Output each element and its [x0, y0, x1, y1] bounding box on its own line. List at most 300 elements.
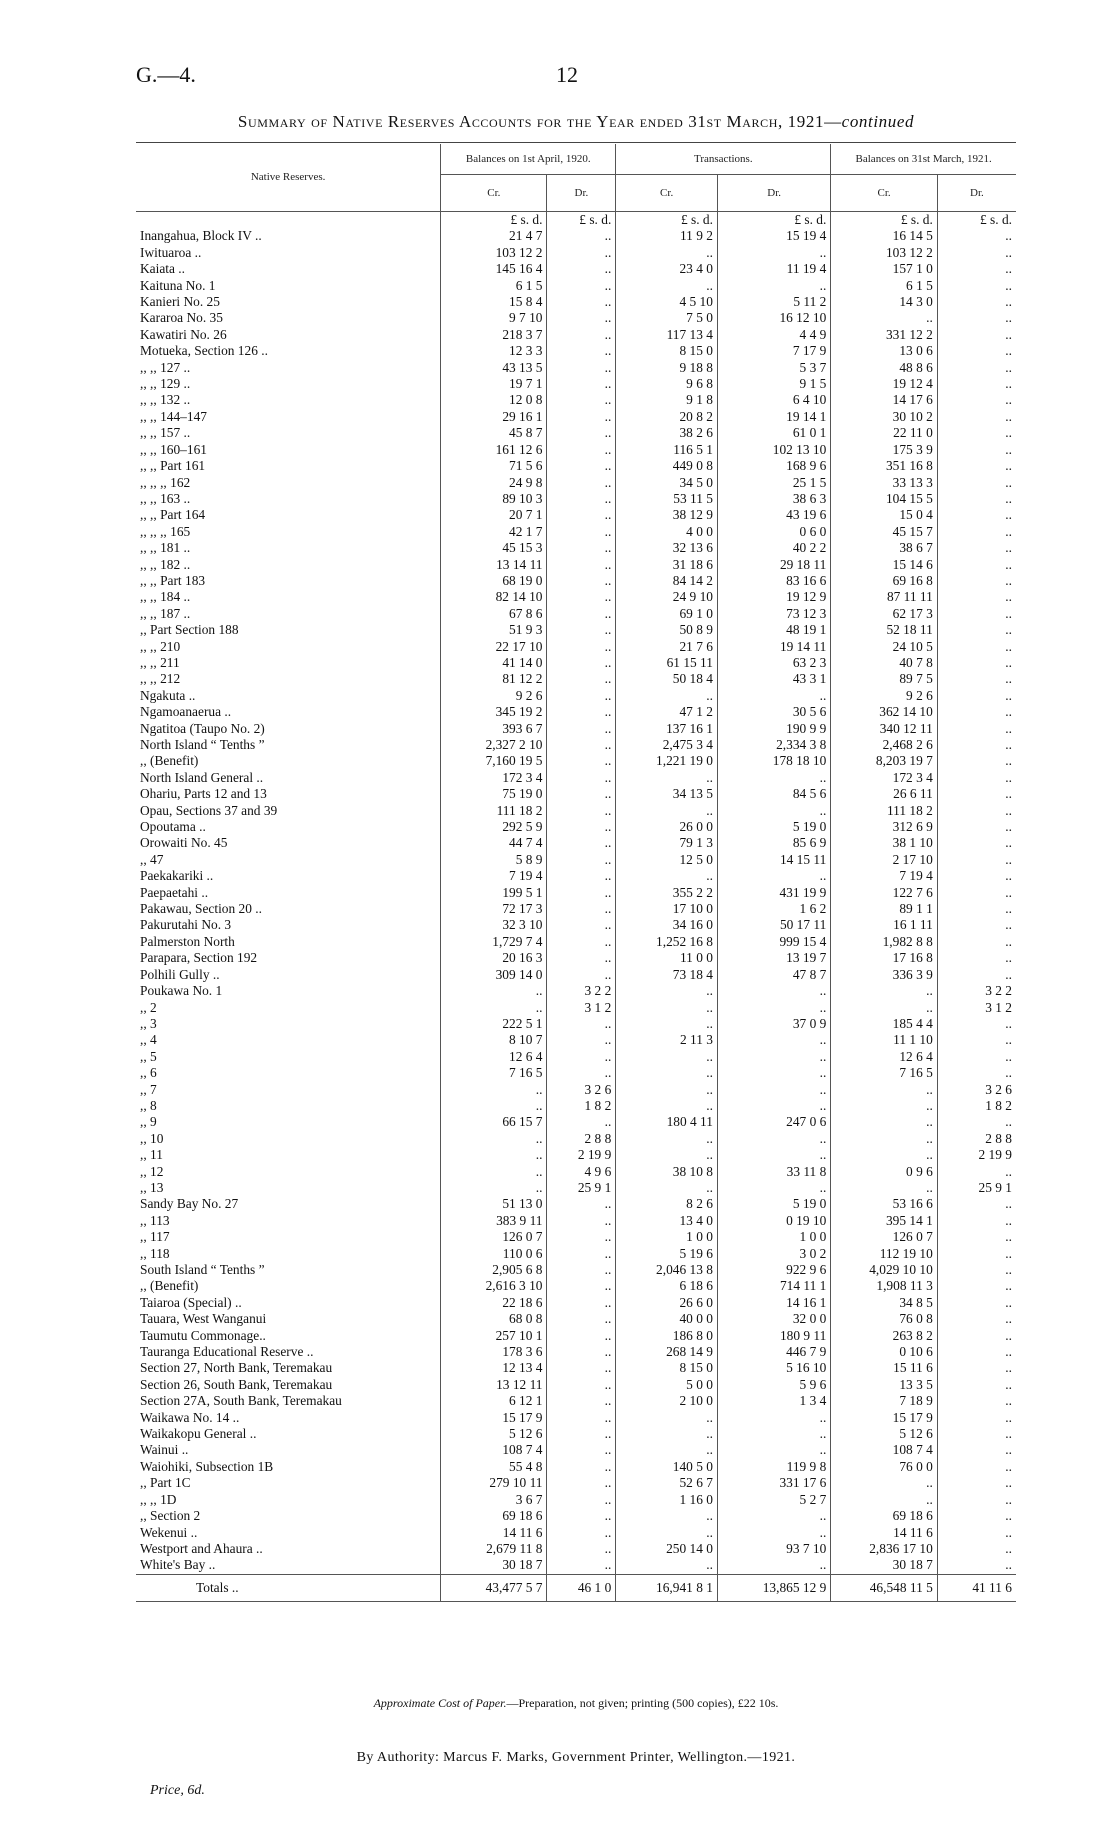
amount-cell: ..: [547, 524, 616, 540]
amount-cell: 2 17 10: [831, 852, 938, 868]
document-reference: G.—4.: [136, 62, 196, 87]
amount-cell: ..: [937, 753, 1016, 769]
amount-cell: 23 4 0: [616, 261, 718, 277]
amount-cell: ..: [547, 1557, 616, 1574]
table-row: [136, 704, 1016, 720]
amount-cell: 79 1 3: [616, 835, 718, 851]
reserve-name: ,, 8: [140, 1097, 157, 1113]
amount-cell: ..: [831, 1082, 938, 1098]
amount-cell: 30 5 6: [717, 704, 830, 720]
amount-cell: 1 8 2: [547, 1098, 616, 1114]
reserve-name: ,, 5: [140, 1048, 157, 1064]
amount-cell: 345 19 2: [441, 704, 547, 720]
amount-cell: ..: [937, 868, 1016, 884]
amount-cell: 5 12 6: [831, 1426, 938, 1442]
amount-cell: 3 1 2: [937, 1000, 1016, 1016]
amount-cell: ..: [441, 1082, 547, 1098]
reserve-name: ,, ,, 1D: [140, 1491, 177, 1507]
reserve-name: Kaiata ..: [140, 261, 185, 277]
amount-cell: ..: [441, 1000, 547, 1016]
amount-cell: 2,616 3 10: [441, 1278, 547, 1294]
amount-cell: 180 9 11: [717, 1328, 830, 1344]
amount-cell: 2,905 6 8: [441, 1262, 547, 1278]
table-row: [136, 1442, 1016, 1458]
amount-cell: 34 13 5: [616, 786, 718, 802]
title-continued: continued: [841, 112, 915, 131]
reserve-name: ,, ,, 160–161: [140, 441, 207, 457]
amount-cell: ..: [831, 1114, 938, 1130]
amount-cell: 22 18 6: [441, 1295, 547, 1311]
total-cell: 46,548 11 5: [831, 1574, 938, 1601]
amount-cell: ..: [547, 655, 616, 671]
amount-cell: 309 14 0: [441, 967, 547, 983]
table-row: [136, 934, 1016, 950]
units-cell: £ s. d.: [616, 212, 718, 229]
amount-cell: ..: [547, 1049, 616, 1065]
amount-cell: ..: [937, 294, 1016, 310]
amount-cell: ..: [937, 917, 1016, 933]
reserve-name: Taumutu Commonage..: [140, 1327, 266, 1343]
table-row: [136, 425, 1016, 441]
amount-cell: 5 19 6: [616, 1246, 718, 1262]
amount-cell: ..: [831, 1000, 938, 1016]
amount-cell: 431 19 9: [717, 885, 830, 901]
reserve-name: ,, ,, 163 ..: [140, 490, 191, 506]
amount-cell: ..: [717, 803, 830, 819]
col-header-reserves: Native Reserves.: [136, 144, 441, 212]
units-cell: £ s. d.: [717, 212, 830, 229]
amount-cell: ..: [547, 622, 616, 638]
table-row: [136, 753, 1016, 769]
amount-cell: ..: [547, 1393, 616, 1409]
amount-cell: ..: [547, 1508, 616, 1524]
amount-cell: ..: [547, 868, 616, 884]
amount-cell: ..: [547, 852, 616, 868]
amount-cell: 25 9 1: [547, 1180, 616, 1196]
amount-cell: ..: [937, 310, 1016, 326]
table-row: [136, 1393, 1016, 1409]
reserve-name: Wainui ..: [140, 1442, 189, 1458]
reserve-name: ,, ,, 211: [140, 654, 180, 670]
amount-cell: 111 18 2: [441, 803, 547, 819]
amount-cell: 4 5 10: [616, 294, 718, 310]
amount-cell: 7 5 0: [616, 310, 718, 326]
amount-cell: 180 4 11: [616, 1114, 718, 1130]
reserve-name: Waikakopu General ..: [140, 1426, 257, 1442]
col-header-cr-trans: Cr.: [616, 175, 718, 212]
amount-cell: 5 19 0: [717, 819, 830, 835]
title-main: Summary of Native Reserves Accounts for the Year ended 31st March, 1921—: [237, 112, 842, 131]
reserve-name: ,, 4: [140, 1032, 157, 1048]
amount-cell: 76 0 0: [831, 1459, 938, 1475]
amount-cell: ..: [937, 1360, 1016, 1376]
table-row: [136, 868, 1016, 884]
amount-cell: ..: [547, 1295, 616, 1311]
amount-cell: 3 2 2: [547, 983, 616, 999]
table-row: [136, 1000, 1016, 1016]
amount-cell: 40 7 8: [831, 655, 938, 671]
amount-cell: 5 19 0: [717, 1196, 830, 1212]
amount-cell: ..: [937, 1541, 1016, 1557]
reserve-name: Iwituaroa ..: [140, 244, 202, 260]
amount-cell: 83 16 6: [717, 573, 830, 589]
amount-cell: 53 11 5: [616, 491, 718, 507]
amount-cell: ..: [547, 1311, 616, 1327]
amount-cell: ..: [547, 557, 616, 573]
reserve-name: ,, ,, 127 ..: [140, 359, 191, 375]
amount-cell: ..: [831, 1475, 938, 1491]
reserve-name: ,, ,, Part 161: [140, 458, 206, 474]
reserve-name: Paepaetahi ..: [140, 884, 209, 900]
reserve-name: Section 27, North Bank, Teremakau: [140, 1360, 333, 1376]
reserve-name: Poukawa No. 1: [140, 983, 223, 999]
amount-cell: 12 0 8: [441, 392, 547, 408]
amount-cell: ..: [937, 442, 1016, 458]
amount-cell: ..: [937, 1295, 1016, 1311]
units-cell: £ s. d.: [937, 212, 1016, 229]
reserve-name: ,, Section 2: [140, 1508, 201, 1524]
table-row: [136, 786, 1016, 802]
amount-cell: 81 12 2: [441, 671, 547, 687]
amount-cell: 199 5 1: [441, 885, 547, 901]
amount-cell: 51 9 3: [441, 622, 547, 638]
amount-cell: 84 14 2: [616, 573, 718, 589]
amount-cell: 21 7 6: [616, 639, 718, 655]
amount-cell: 2,334 3 8: [717, 737, 830, 753]
amount-cell: ..: [717, 1147, 830, 1163]
amount-cell: 33 13 3: [831, 475, 938, 491]
amount-cell: ..: [547, 228, 616, 244]
amount-cell: 8 2 6: [616, 1196, 718, 1212]
col-header-balances-1920: Balances on 1st April, 1920.: [441, 144, 616, 175]
table-row: [136, 655, 1016, 671]
amount-cell: 8 15 0: [616, 1360, 718, 1376]
col-header-cr-1921: Cr.: [831, 175, 938, 212]
amount-cell: 137 16 1: [616, 721, 718, 737]
amount-cell: 55 4 8: [441, 1459, 547, 1475]
amount-cell: 9 2 6: [441, 688, 547, 704]
amount-cell: ..: [441, 1164, 547, 1180]
amount-cell: 279 10 11: [441, 1475, 547, 1491]
amount-cell: 104 15 5: [831, 491, 938, 507]
reserve-name: Taiaroa (Special) ..: [140, 1294, 242, 1310]
amount-cell: ..: [547, 507, 616, 523]
amount-cell: 178 18 10: [717, 753, 830, 769]
amount-cell: 175 3 9: [831, 442, 938, 458]
reserve-name: ,, ,, 129 ..: [140, 376, 191, 392]
table-row: [136, 1295, 1016, 1311]
amount-cell: 103 12 2: [441, 245, 547, 261]
amount-cell: 50 8 9: [616, 622, 718, 638]
amount-cell: 6 1 5: [831, 278, 938, 294]
amount-cell: 383 9 11: [441, 1213, 547, 1229]
amount-cell: 38 12 9: [616, 507, 718, 523]
amount-cell: ..: [547, 245, 616, 261]
table-row: [136, 1557, 1016, 1574]
amount-cell: ..: [547, 1016, 616, 1032]
amount-cell: 0 10 6: [831, 1344, 938, 1360]
amount-cell: ..: [717, 278, 830, 294]
amount-cell: 30 10 2: [831, 409, 938, 425]
amount-cell: 43 19 6: [717, 507, 830, 523]
amount-cell: 19 12 9: [717, 589, 830, 605]
amount-cell: ..: [547, 1360, 616, 1376]
top-rule: [136, 142, 1016, 143]
amount-cell: ..: [547, 1492, 616, 1508]
amount-cell: 40 0 0: [616, 1311, 718, 1327]
amount-cell: ..: [616, 1000, 718, 1016]
amount-cell: ..: [547, 950, 616, 966]
amount-cell: 30 18 7: [441, 1557, 547, 1574]
table-row: [136, 589, 1016, 605]
amount-cell: 1,982 8 8: [831, 934, 938, 950]
amount-cell: 19 12 4: [831, 376, 938, 392]
amount-cell: 11 9 2: [616, 228, 718, 244]
amount-cell: ..: [547, 376, 616, 392]
table-row: [136, 310, 1016, 326]
amount-cell: ..: [937, 852, 1016, 868]
amount-cell: ..: [616, 1147, 718, 1163]
amount-cell: 19 7 1: [441, 376, 547, 392]
amount-cell: ..: [937, 770, 1016, 786]
amount-cell: 69 16 8: [831, 573, 938, 589]
amount-cell: 714 11 1: [717, 1278, 830, 1294]
amount-cell: ..: [547, 1541, 616, 1557]
table-row: [136, 442, 1016, 458]
amount-cell: 7 19 4: [441, 868, 547, 884]
amount-cell: 126 0 7: [441, 1229, 547, 1245]
amount-cell: 5 12 6: [441, 1426, 547, 1442]
table-row: [136, 1410, 1016, 1426]
amount-cell: 4 0 0: [616, 524, 718, 540]
amount-cell: ..: [937, 1246, 1016, 1262]
price-label: Price, 6d.: [150, 1783, 205, 1798]
reserve-name: Wekenui ..: [140, 1524, 198, 1540]
col-header-dr-1921: Dr.: [937, 175, 1016, 212]
amount-cell: 3 6 7: [441, 1492, 547, 1508]
amount-cell: 8,203 19 7: [831, 753, 938, 769]
amount-cell: 126 0 7: [831, 1229, 938, 1245]
amount-cell: 20 7 1: [441, 507, 547, 523]
amount-cell: ..: [937, 491, 1016, 507]
amount-cell: 69 18 6: [441, 1508, 547, 1524]
amount-cell: 0 19 10: [717, 1213, 830, 1229]
table-row: [136, 688, 1016, 704]
table-row: [136, 1426, 1016, 1442]
table-row: [136, 852, 1016, 868]
amount-cell: 1,252 16 8: [616, 934, 718, 950]
amount-cell: 119 9 8: [717, 1459, 830, 1475]
amount-cell: 2,468 2 6: [831, 737, 938, 753]
amount-cell: 16 1 11: [831, 917, 938, 933]
amount-cell: ..: [547, 1032, 616, 1048]
amount-cell: ..: [937, 540, 1016, 556]
amount-cell: ..: [831, 1147, 938, 1163]
amount-cell: ..: [937, 245, 1016, 261]
amount-cell: 13 12 11: [441, 1377, 547, 1393]
reserve-name: Sandy Bay No. 27: [140, 1196, 239, 1212]
amount-cell: 61 0 1: [717, 425, 830, 441]
amount-cell: 14 11 6: [441, 1525, 547, 1541]
amount-cell: 116 5 1: [616, 442, 718, 458]
amount-cell: 34 16 0: [616, 917, 718, 933]
amount-cell: ..: [616, 278, 718, 294]
amount-cell: 5 11 2: [717, 294, 830, 310]
table-row: [136, 885, 1016, 901]
table-row: [136, 491, 1016, 507]
units-cell: £ s. d.: [547, 212, 616, 229]
amount-cell: 292 5 9: [441, 819, 547, 835]
amount-cell: ..: [937, 688, 1016, 704]
amount-cell: ..: [547, 967, 616, 983]
amount-cell: 44 7 4: [441, 835, 547, 851]
amount-cell: ..: [717, 1049, 830, 1065]
amount-cell: 16 12 10: [717, 310, 830, 326]
table-row: [136, 245, 1016, 261]
amount-cell: ..: [547, 1328, 616, 1344]
amount-cell: 1 6 2: [717, 901, 830, 917]
amount-cell: 6 12 1: [441, 1393, 547, 1409]
amount-cell: ..: [441, 1147, 547, 1163]
amount-cell: 38 10 8: [616, 1164, 718, 1180]
amount-cell: ..: [547, 475, 616, 491]
amount-cell: 355 2 2: [616, 885, 718, 901]
amount-cell: 247 0 6: [717, 1114, 830, 1130]
table-row: [136, 1131, 1016, 1147]
amount-cell: ..: [937, 1492, 1016, 1508]
amount-cell: 42 1 7: [441, 524, 547, 540]
amount-cell: 1,221 19 0: [616, 753, 718, 769]
reserve-name: Orowaiti No. 45: [140, 835, 228, 851]
amount-cell: ..: [547, 1442, 616, 1458]
amount-cell: ..: [717, 1557, 830, 1574]
reserve-name: Ngamoanaerua ..: [140, 704, 232, 720]
amount-cell: ..: [937, 934, 1016, 950]
amount-cell: ..: [547, 1229, 616, 1245]
amount-cell: ..: [831, 1180, 938, 1196]
amount-cell: 48 8 6: [831, 360, 938, 376]
reserve-name: ,, 3: [140, 1015, 157, 1031]
reserve-name: ,, (Benefit): [140, 1278, 199, 1294]
amount-cell: ..: [616, 803, 718, 819]
amount-cell: 50 18 4: [616, 671, 718, 687]
amount-cell: 22 17 10: [441, 639, 547, 655]
reserve-name: Opau, Sections 37 and 39: [140, 802, 278, 818]
amount-cell: 15 8 4: [441, 294, 547, 310]
amount-cell: ..: [547, 1065, 616, 1081]
amount-cell: ..: [937, 1459, 1016, 1475]
reserve-name: ,, 47: [140, 851, 164, 867]
amount-cell: ..: [937, 1442, 1016, 1458]
amount-cell: ..: [616, 1016, 718, 1032]
table-row: [136, 1049, 1016, 1065]
amount-cell: ..: [937, 475, 1016, 491]
amount-cell: ..: [717, 1082, 830, 1098]
amount-cell: 3 0 2: [717, 1246, 830, 1262]
amount-cell: ..: [547, 917, 616, 933]
amount-cell: 11 1 10: [831, 1032, 938, 1048]
table-row: [136, 1459, 1016, 1475]
amount-cell: 15 14 6: [831, 557, 938, 573]
amount-cell: ..: [937, 360, 1016, 376]
printer-authority: By Authority: Marcus F. Marks, Government Printer, Wellington.—1921.: [356, 1750, 796, 1765]
amount-cell: ..: [547, 639, 616, 655]
table-row: [136, 1114, 1016, 1130]
amount-cell: ..: [547, 1475, 616, 1491]
amount-cell: ..: [937, 1049, 1016, 1065]
accounts-table: [136, 144, 1016, 1602]
amount-cell: 5 8 9: [441, 852, 547, 868]
amount-cell: ..: [937, 228, 1016, 244]
col-header-dr-trans: Dr.: [717, 175, 830, 212]
amount-cell: ..: [937, 278, 1016, 294]
table-row: [136, 1492, 1016, 1508]
amount-cell: ..: [547, 392, 616, 408]
reserve-name: ,, ,, Part 164: [140, 507, 206, 523]
amount-cell: 19 14 11: [717, 639, 830, 655]
amount-cell: ..: [937, 409, 1016, 425]
amount-cell: 13 3 5: [831, 1377, 938, 1393]
reserve-name: ,, 11: [140, 1147, 163, 1163]
amount-cell: 168 9 6: [717, 458, 830, 474]
cost-note: [136, 1696, 1016, 1711]
table-row: [136, 1180, 1016, 1196]
reserve-name: ,, 13: [140, 1179, 164, 1195]
reserve-name: Opoutama ..: [140, 819, 206, 835]
amount-cell: ..: [547, 786, 616, 802]
table-row: [136, 1278, 1016, 1294]
amount-cell: ..: [937, 1229, 1016, 1245]
amount-cell: 8 15 0: [616, 343, 718, 359]
amount-cell: ..: [616, 1065, 718, 1081]
table-row: [136, 1377, 1016, 1393]
cost-note-text: —Preparation, not given; printing (500 copies), £22 10s.: [506, 1696, 779, 1710]
amount-cell: 32 0 0: [717, 1311, 830, 1327]
reserve-name: ,, 113: [140, 1212, 170, 1228]
amount-cell: ..: [937, 1410, 1016, 1426]
amount-cell: 9 18 8: [616, 360, 718, 376]
amount-cell: ..: [717, 245, 830, 261]
amount-cell: ..: [937, 737, 1016, 753]
amount-cell: ..: [831, 1131, 938, 1147]
reserve-name: Paekakariki ..: [140, 868, 214, 884]
amount-cell: ..: [547, 1246, 616, 1262]
amount-cell: ..: [547, 278, 616, 294]
reserve-name: Pakurutahi No. 3: [140, 917, 232, 933]
amount-cell: 38 1 10: [831, 835, 938, 851]
amount-cell: 43 13 5: [441, 360, 547, 376]
amount-cell: 14 3 0: [831, 294, 938, 310]
amount-cell: ..: [937, 1262, 1016, 1278]
amount-cell: ..: [937, 261, 1016, 277]
table-row: [136, 622, 1016, 638]
amount-cell: 69 1 0: [616, 606, 718, 622]
table-row: [136, 1032, 1016, 1048]
amount-cell: ..: [937, 573, 1016, 589]
amount-cell: 2,327 2 10: [441, 737, 547, 753]
amount-cell: ..: [547, 261, 616, 277]
amount-cell: ..: [547, 885, 616, 901]
amount-cell: 9 2 6: [831, 688, 938, 704]
amount-cell: 37 0 9: [717, 1016, 830, 1032]
amount-cell: ..: [616, 770, 718, 786]
amount-cell: 3 2 2: [937, 983, 1016, 999]
amount-cell: 268 14 9: [616, 1344, 718, 1360]
amount-cell: ..: [547, 442, 616, 458]
amount-cell: ..: [547, 1344, 616, 1360]
amount-cell: ..: [547, 753, 616, 769]
amount-cell: ..: [441, 1180, 547, 1196]
